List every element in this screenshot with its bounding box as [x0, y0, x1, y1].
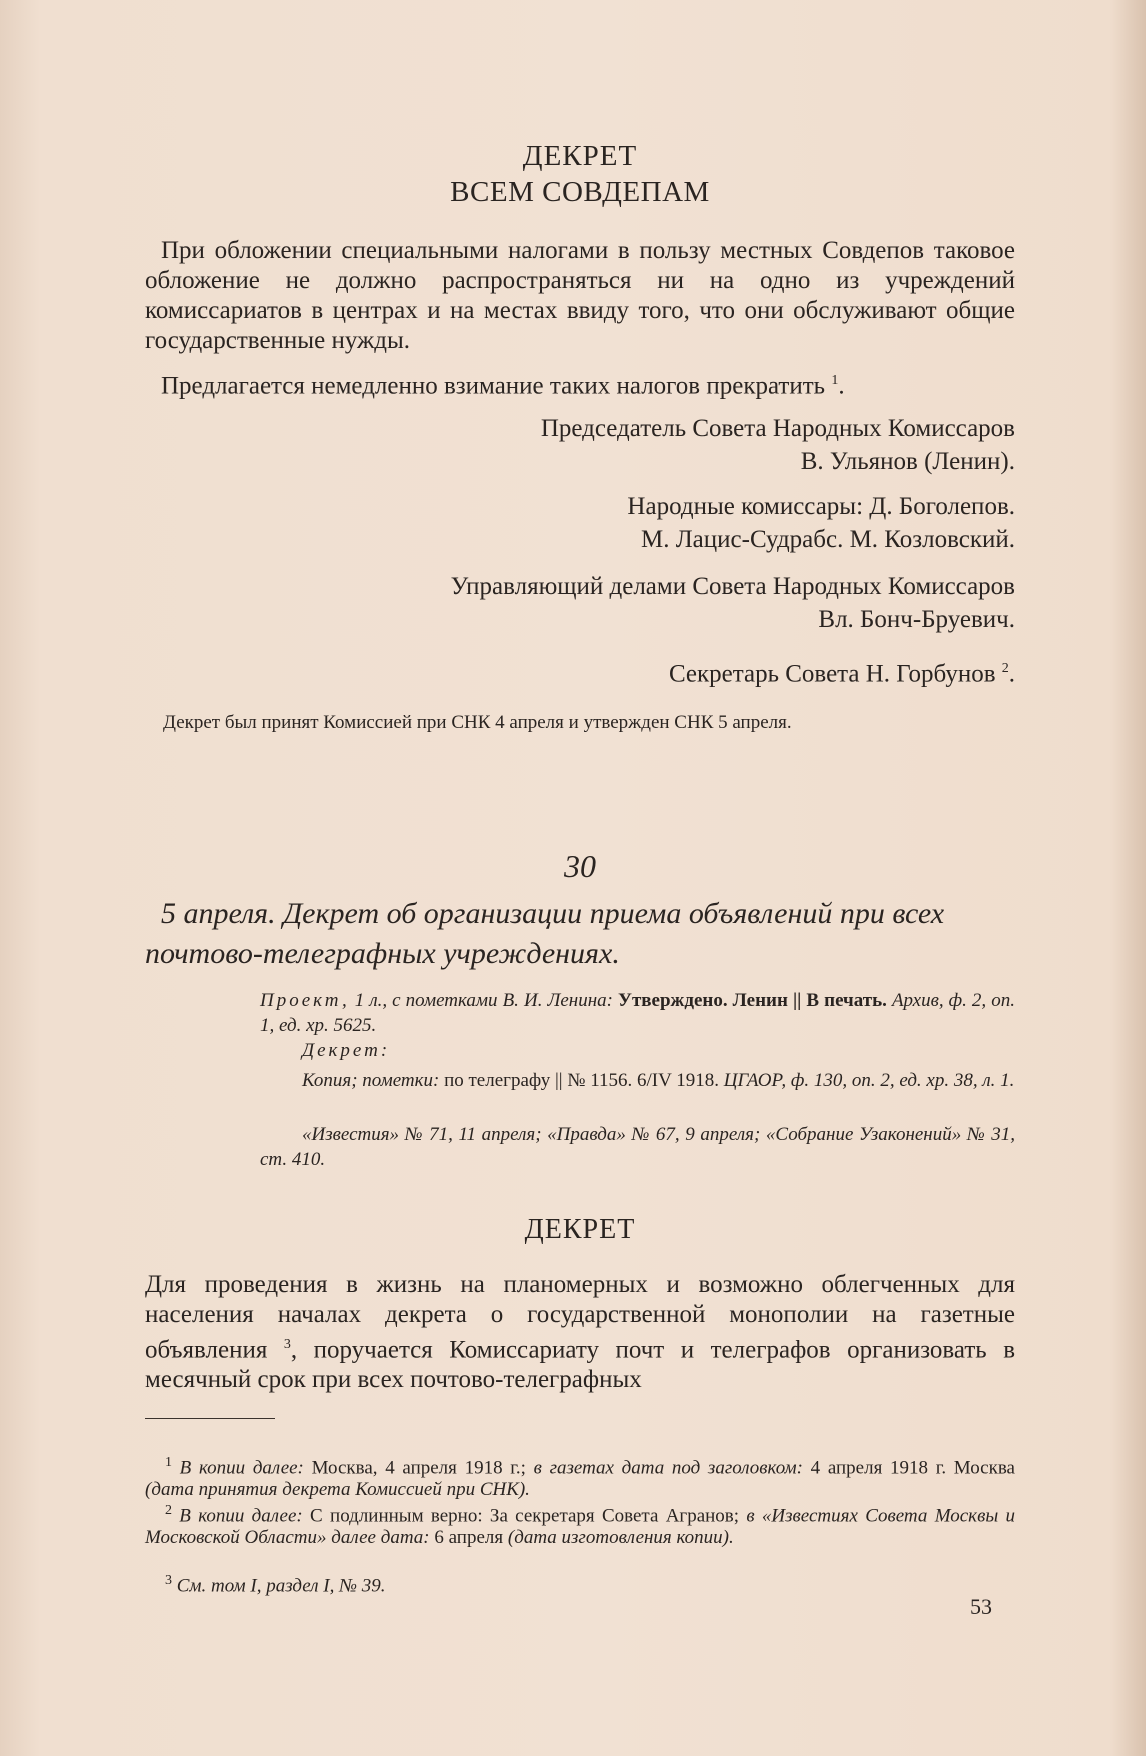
commissars-line-1: Народные комиссары: Д. Боголепов.	[627, 493, 1015, 520]
decree1-subtitle: ВСЕМ СОВДЕПАМ	[450, 176, 710, 208]
doc30-body-text-a: Для проведения в жизнь на планомерных и возможно облегченных для населения началах декрета о государственной монополии на газетные объявления	[145, 1271, 1015, 1364]
commissars-line-2: М. Лацис-Судрабс. М. Козловский.	[641, 526, 1015, 553]
signature-commissars	[145, 490, 1015, 556]
fn2-c: в «Известиях Совета Москвы и Московской Области» далее дата:	[145, 1505, 1015, 1549]
fn2-b: С подлинным верно: За секретаря Совета Агранов;	[302, 1505, 740, 1527]
manager-title: Управляющий делами Совета Народных Комиссаров	[450, 573, 1015, 600]
footnote-3	[145, 1570, 1015, 1597]
decree1-paragraph-2-text: Предлагается немедленно взимание таких налогов прекратить	[161, 372, 826, 400]
footnote-divider	[145, 1418, 275, 1419]
footnote-ref-3[interactable]: 3	[283, 1337, 291, 1352]
fn1-c: в газетах дата под заголовком:	[525, 1457, 803, 1479]
fn2-e: (дата изготовления копии).	[503, 1527, 734, 1549]
doc30-title: ДЕКРЕТ	[524, 1214, 636, 1245]
doc30-heading: 5 апреля. Декрет об организации приема объявлений при всех почтово-телеграфных учреждениях.	[145, 897, 945, 970]
decree1-note: Декрет был принят Комиссией при СНК 4 апреля и утвержден СНК 5 апреля.	[163, 712, 792, 733]
source-1-desc: 1 л., с пометками В. И. Ленина:	[349, 990, 613, 1011]
doc30-body	[145, 1270, 1015, 1395]
signature-chair	[145, 412, 1015, 478]
chair-title: Председатель Совета Народных Комиссаров	[540, 415, 1015, 442]
doc30-source-1	[260, 988, 1015, 1038]
source-3-marks: по телеграфу || № 1156. 6/IV 1918.	[439, 1070, 719, 1091]
footnote-ref-2[interactable]: 2	[1001, 661, 1009, 676]
source-2-label: Декрет:	[302, 1040, 391, 1061]
source-1-archive: Архив, ф. 2, оп. 1, ед. хр. 5625.	[260, 990, 1015, 1036]
document-number: 30	[564, 848, 596, 884]
doc30-body-text-b: , поручается Комиссариату почт и телеграфов организовать в месячный срок при всех почтово-телеграфных	[145, 1336, 1016, 1394]
decree1-header	[145, 0, 1015, 240]
fn1-a: В копии далее:	[172, 1457, 304, 1479]
signature-secretary: Секретарь Совета Н. Горбунов $^2$.	[668, 660, 1015, 688]
source-1-label: Проект,	[260, 990, 350, 1011]
secretary-text: Секретарь Совета Н. Горбунов	[668, 660, 996, 688]
footnote-2	[145, 1500, 1015, 1549]
fn1-e: (дата принятия декрета Комиссией при СНК).	[145, 1479, 530, 1501]
page-number: 53	[970, 1594, 992, 1619]
decree1-paragraph-1-text: При обложении специальными налогами в пользу местных Совдепов таковое обложение не должно распространяться ни на одно из учреждений комиссариатов в центрах и на местах ввиду того, что они обслуживают общие государственные нужды.	[145, 237, 1015, 354]
chair-name: В. Ульянов (Ленин).	[800, 448, 1015, 475]
footnote-ref-1[interactable]: 1	[831, 373, 839, 388]
manager-name: Вл. Бонч-Бруевич.	[818, 606, 1015, 633]
footnote-1-mark: 1	[165, 1455, 172, 1470]
signature-manager	[145, 570, 1015, 636]
footnote-3-mark: 3	[165, 1573, 172, 1588]
fn2-d: 6 апреля	[429, 1527, 504, 1549]
fn2-a: В копии далее:	[172, 1505, 303, 1527]
doc30-source-4: «Известия» № 71, 11 апреля; «Правда» № 67, 9 апреля; «Собрание Узаконений» № 31, ст. 410.	[260, 1124, 1015, 1170]
doc30-source-3	[260, 1068, 1015, 1093]
fn3-a: См. том I, раздел I, № 39.	[172, 1575, 386, 1597]
fn1-b: Москва, 4 апреля 1918 г.;	[303, 1457, 526, 1479]
decree1-title: ДЕКРЕТ	[522, 140, 638, 172]
source-1-marks: Утверждено. Ленин || В печать.	[612, 990, 887, 1011]
decree1-paragraph-2: Предлагается немедленно взимание таких налогов прекратить $^1$.	[161, 372, 845, 400]
doc30-source-2	[302, 1038, 1002, 1063]
fn1-d: 4 апреля 1918 г. Москва	[802, 1457, 1015, 1479]
source-3-label: Копия; пометки:	[302, 1070, 440, 1091]
footnote-2-mark: 2	[165, 1503, 172, 1518]
decree1-paragraph-1	[145, 236, 1015, 356]
footnote-1	[145, 1452, 1015, 1501]
source-3-archive: ЦГАОР, ф. 130, оп. 2, ед. хр. 38, л. 1.	[718, 1070, 1015, 1091]
